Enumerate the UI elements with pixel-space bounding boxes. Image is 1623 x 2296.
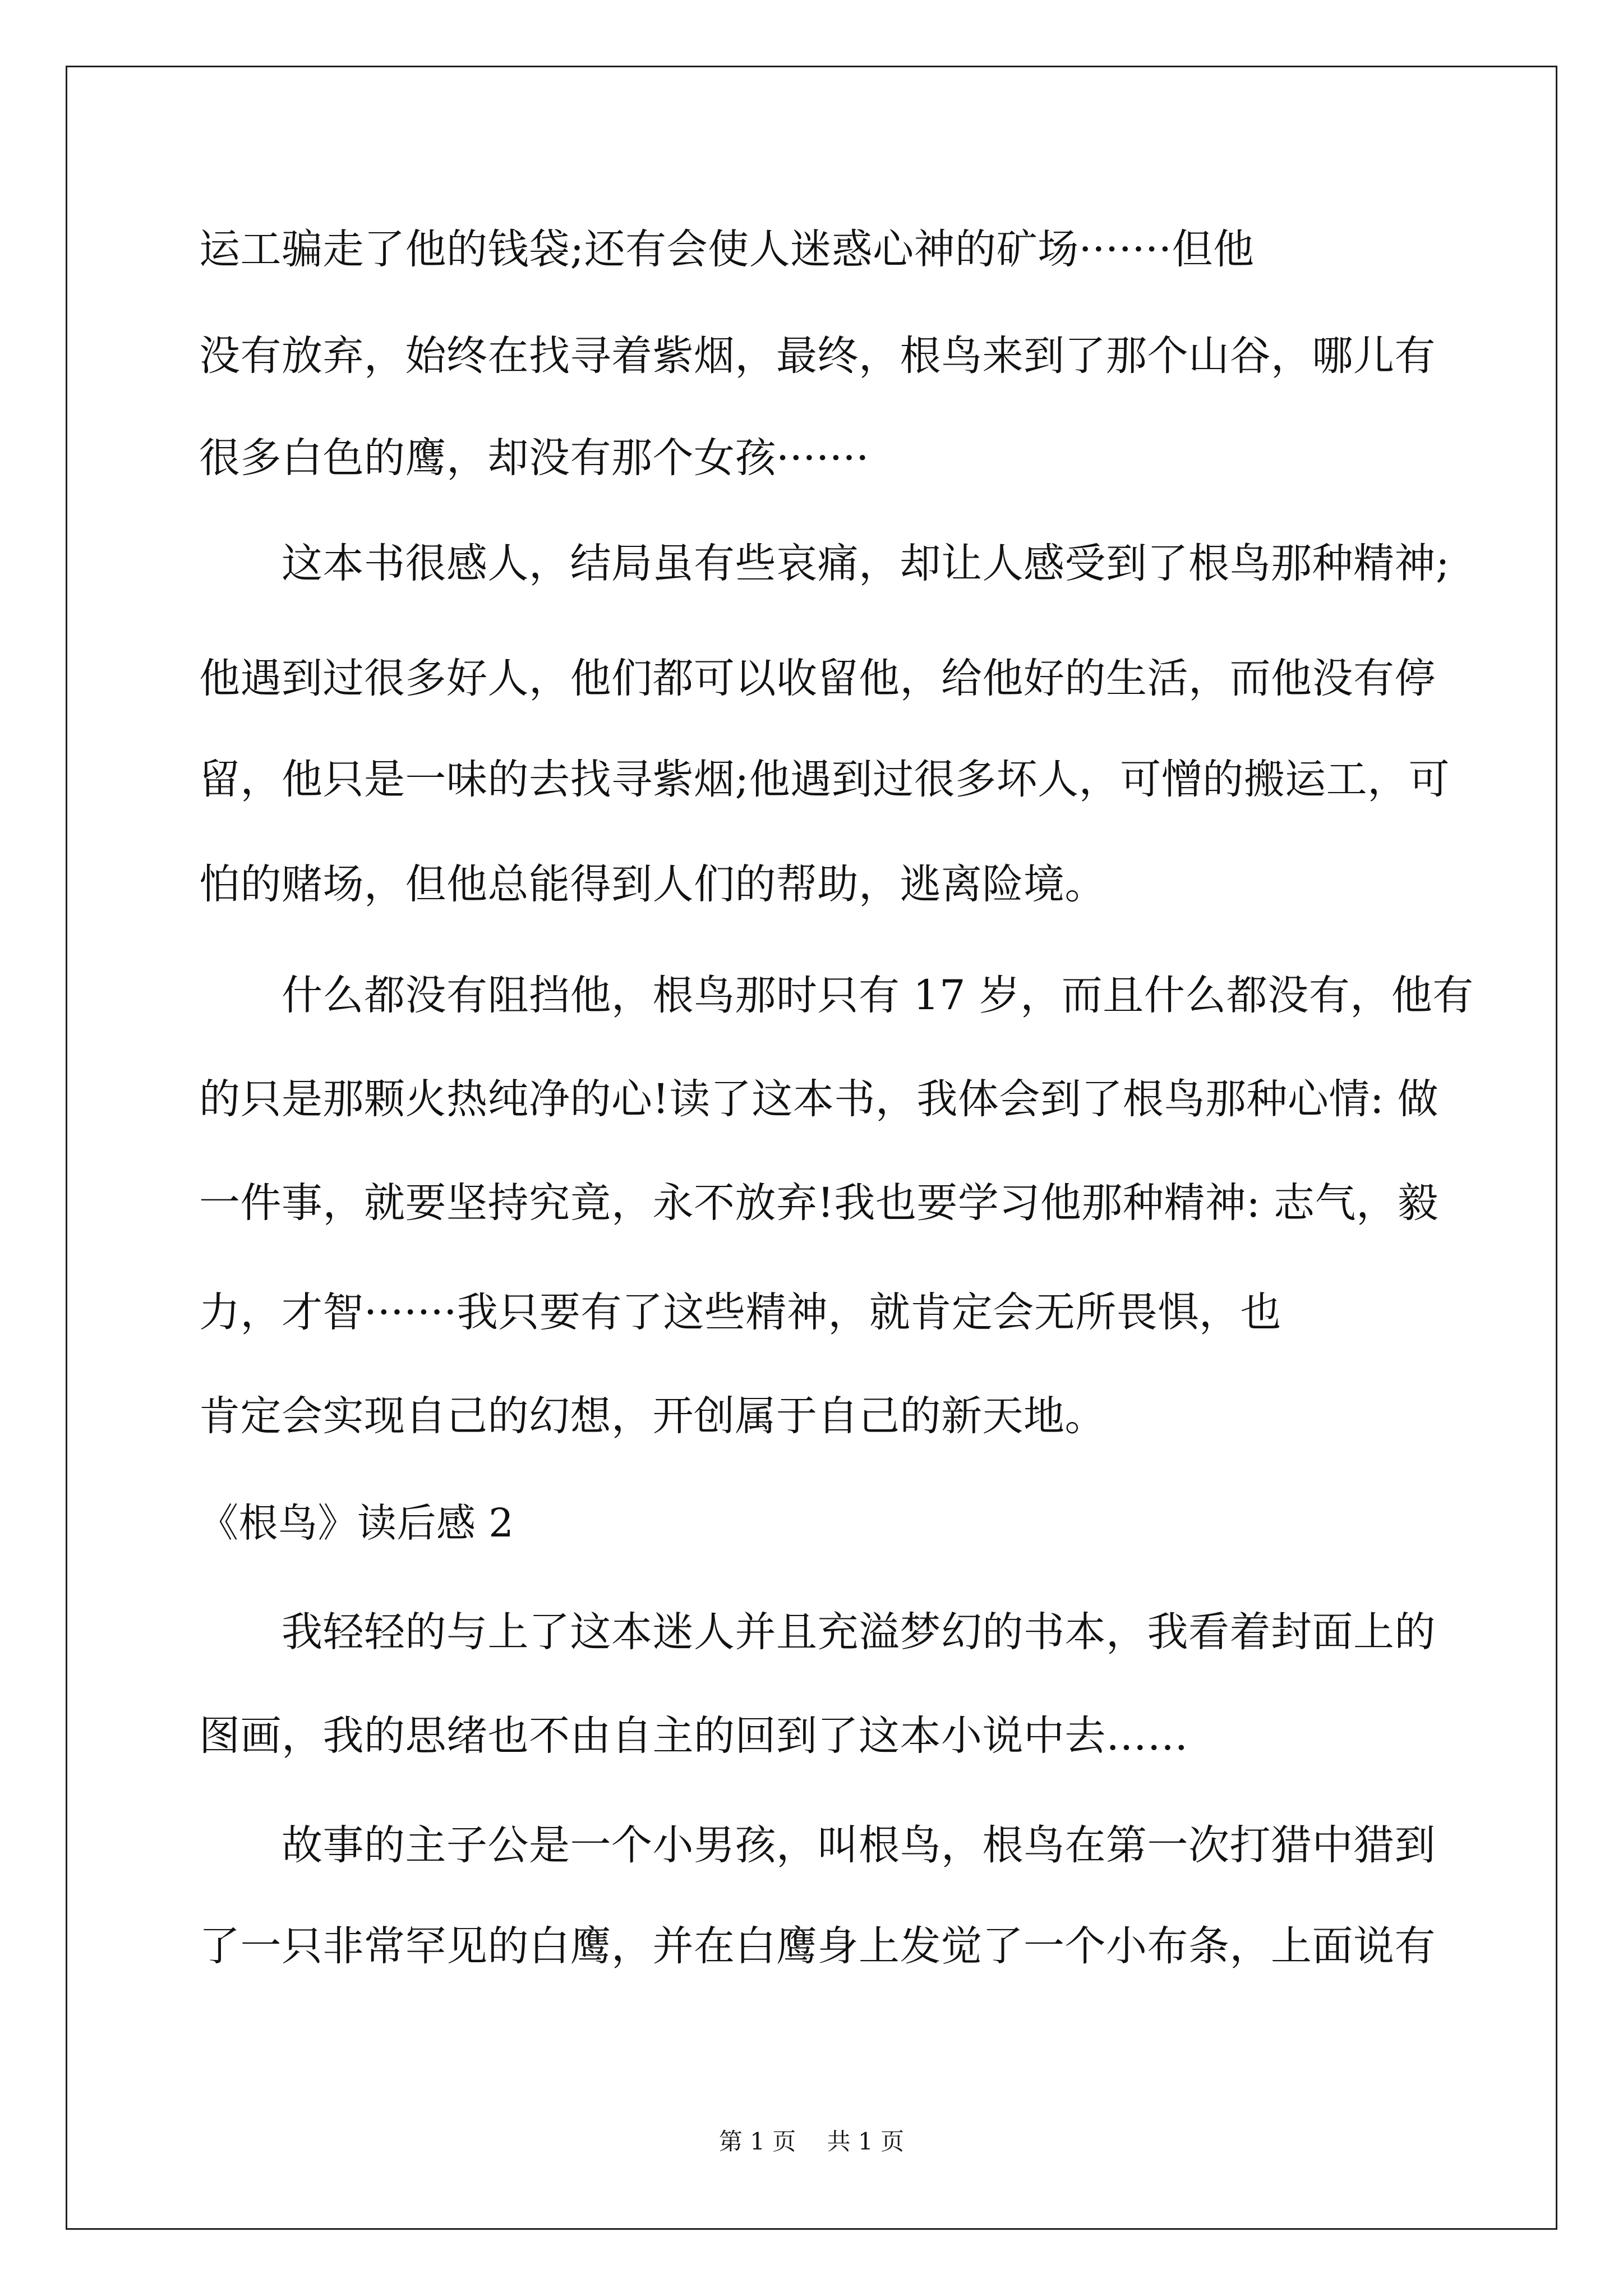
body-text-line: 他遇到过很多好人，他们都可以收留他，给他好的生活，而他没有停 bbox=[199, 655, 1436, 702]
body-text-line: 一件事，就要坚持究竟，永不放弃!我也要学习他那种精神: 志气，毅 bbox=[199, 1179, 1439, 1227]
body-text-line: 肯定会实现自己的幻想，开创属于自己的新天地。 bbox=[199, 1392, 1106, 1440]
body-text-line: 运工骗走了他的钱袋;还有会使人迷惑心神的矿场·······但他 bbox=[199, 226, 1255, 273]
body-text-line: 怕的赌场，但他总能得到人们的帮助，逃离险境。 bbox=[199, 861, 1106, 908]
body-text-line: 很多白色的鹰，却没有那个女孩······· bbox=[199, 434, 869, 482]
section-title: 《根鸟》读后感 2 bbox=[199, 1500, 514, 1546]
page-total: 共 1 页 bbox=[827, 2128, 905, 2155]
body-text-line: 了一只非常罕见的白鹰，并在白鹰身上发觉了一个小布条，上面说有 bbox=[199, 1922, 1436, 1970]
body-text-line: 留，他只是一味的去找寻紫烟;他遇到过很多坏人，可憎的搬运工，可 bbox=[199, 756, 1450, 803]
body-text-line: 故事的主子公是一个小男孩，叫根鸟，根鸟在第一次打猎中猎到 bbox=[282, 1821, 1436, 1869]
body-text-line: 的只是那颗火热纯净的心!读了这本书，我体会到了根鸟那种心情: 做 bbox=[199, 1075, 1439, 1123]
body-text-line: 力，才智·······我只要有了这些精神，就肯定会无所畏惧，也 bbox=[199, 1289, 1281, 1336]
body-text-line: 图画，我的思绪也不由自主的回到了这本小说中去…… bbox=[199, 1712, 1188, 1760]
body-text-line: 什么都没有阻挡他，根鸟那时只有 17 岁，而且什么都没有，他有 bbox=[282, 972, 1474, 1019]
page-border bbox=[66, 66, 1557, 2230]
page-number: 第 1 页 bbox=[718, 2128, 796, 2155]
body-text-line: 没有放弃，始终在找寻着紫烟，最终，根鸟来到了那个山谷，哪儿有 bbox=[199, 332, 1436, 380]
body-text-line: 这本书很感人，结局虽有些哀痛，却让人感受到了根鸟那种精神; bbox=[282, 540, 1450, 587]
body-text-line: 我轻轻的与上了这本迷人并且充溢梦幻的书本，我看着封面上的 bbox=[282, 1608, 1436, 1656]
page-footer bbox=[0, 2125, 1623, 2159]
